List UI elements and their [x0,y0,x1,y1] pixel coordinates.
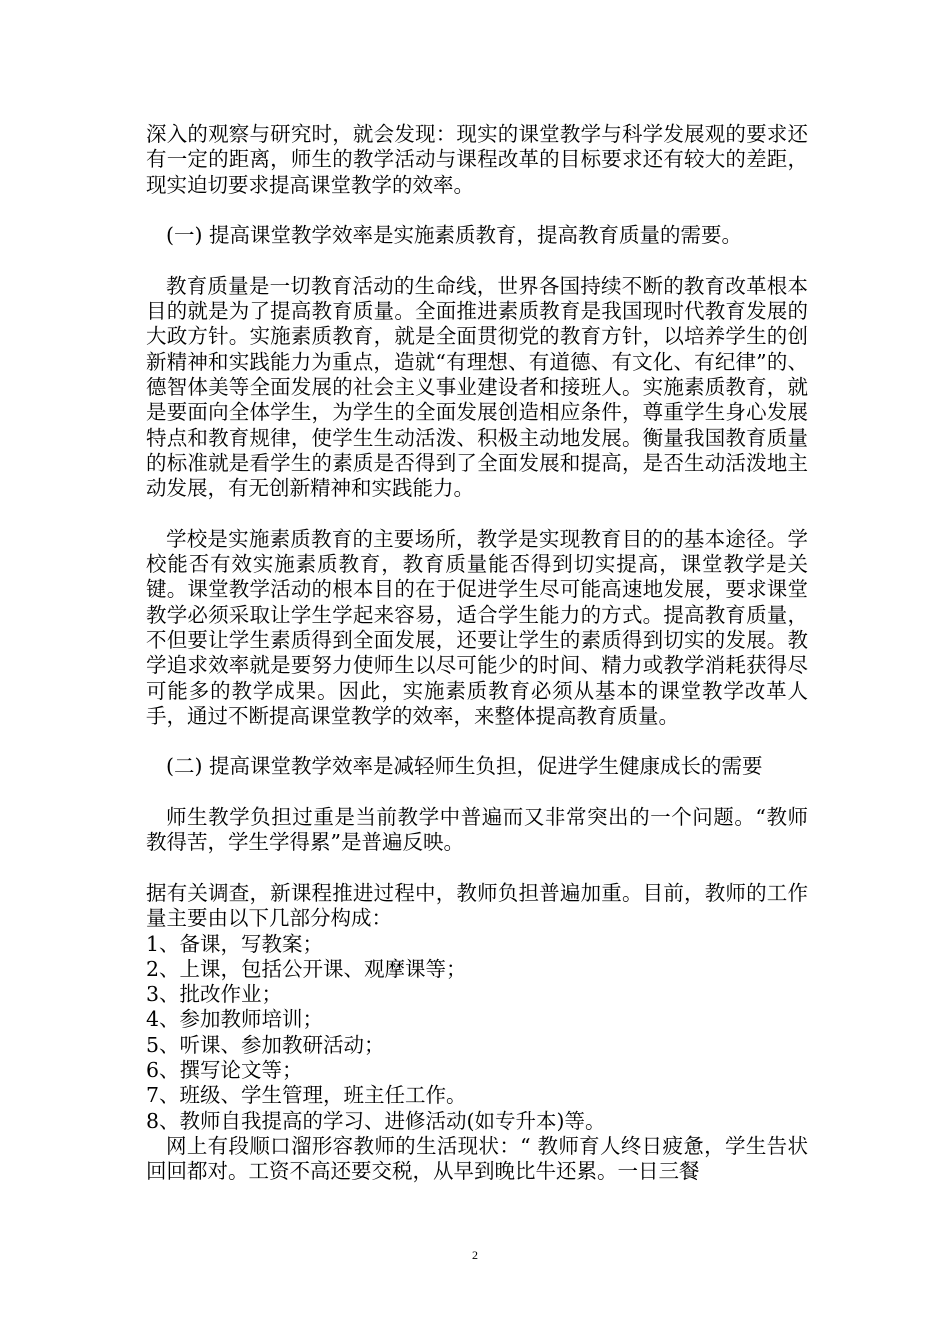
paragraph-school-role: 学校是实施素质教育的主要场所，教学是实现教育目的的基本途径。学校能否有效实施素质教育，教育质量能否得到切实提高，课堂教学是关键。课堂教学活动的根本目的在于促进学生尽可能高速地发展，要求课堂教学必须采取让学生学起来容易，适合学生能力的方式。提高教育质量，不但要让学生素质得到全面发展，还要让学生的素质得到切实的发展。教学追求效率就是要努力使师生以尽可能少的时间、精力或教学消耗获得尽可能多的教学成果。因此，实施素质教育必须从基本的课堂教学改革人手，通过不断提高课堂教学的效率，来整体提高教育质量。 [146,526,808,728]
paragraph-intro-continuation: 深入的观察与研究时，就会发现：现实的课堂教学与科学发展观的要求还有一定的距离，师生的教学活动与课程改革的目标要求还有较大的差距，现实迫切要求提高课堂教学的效率。 [146,122,808,197]
workload-list [146,932,808,1134]
list-item: 6、撰写论文等； [146,1057,303,1082]
list-item: 7、班级、学生管理，班主任工作。 [146,1083,467,1108]
list-item: 1、备课，写教案； [146,931,324,956]
list-item: 3、批改作业； [146,982,283,1007]
list-item: 4、参加教师培训； [146,1007,324,1032]
page-number: 2 [472,1248,478,1262]
section-heading-1: (一) 提高课堂教学效率是实施素质教育，提高教育质量的需要。 [166,223,743,248]
list-item: 8、教师自我提高的学习、进修活动(如专升本)等。 [146,1108,606,1133]
section-heading-2: (二) 提高课堂教学效率是减轻师生负担，促进学生健康成长的需要 [166,754,763,779]
paragraph-education-quality: 教育质量是一切教育活动的生命线，世界各国持续不断的教育改革根本目的就是为了提高教育质量。全面推进素质教育是我国现时代教育发展的大政方针。实施素质教育，就是全面贯彻党的教育方针，以培养学生的创新精神和实践能力为重点，造就“有理想、有道德、有文化、有纪律”的、德智体美等全面发展的社会主义事业建设者和接班人。实施素质教育，就是要面向全体学生，为学生的全面发展创造相应条件，尊重学生身心发展特点和教育规律，使学生生动活泼、积极主动地发展。衡量我国教育质量的标准就是看学生的素质是否得到了全面发展和提高，是否生动活泼地主动发展，有无创新精神和实践能力。 [146,273,808,501]
paragraph-doggerel: 网上有段顺口溜形容教师的生活现状：“ 教师育人终日疲惫，学生告状回回都对。工资不高还要交税，从早到晚比牛还累。一日三餐 [146,1133,808,1184]
paragraph-survey: 据有关调查，新课程推进过程中，教师负担普遍加重。目前，教师的工作量主要由以下几部分构成： [146,880,808,931]
list-item: 5、听课、参加教研活动； [146,1032,385,1057]
list-item: 2、上课，包括公开课、观摩课等； [146,956,467,981]
body-text [146,122,808,1184]
paragraph-teacher-burden: 师生教学负担过重是当前教学中普遍而又非常突出的一个问题。“教师教得苦，学生学得累”是普遍反映。 [146,805,808,855]
